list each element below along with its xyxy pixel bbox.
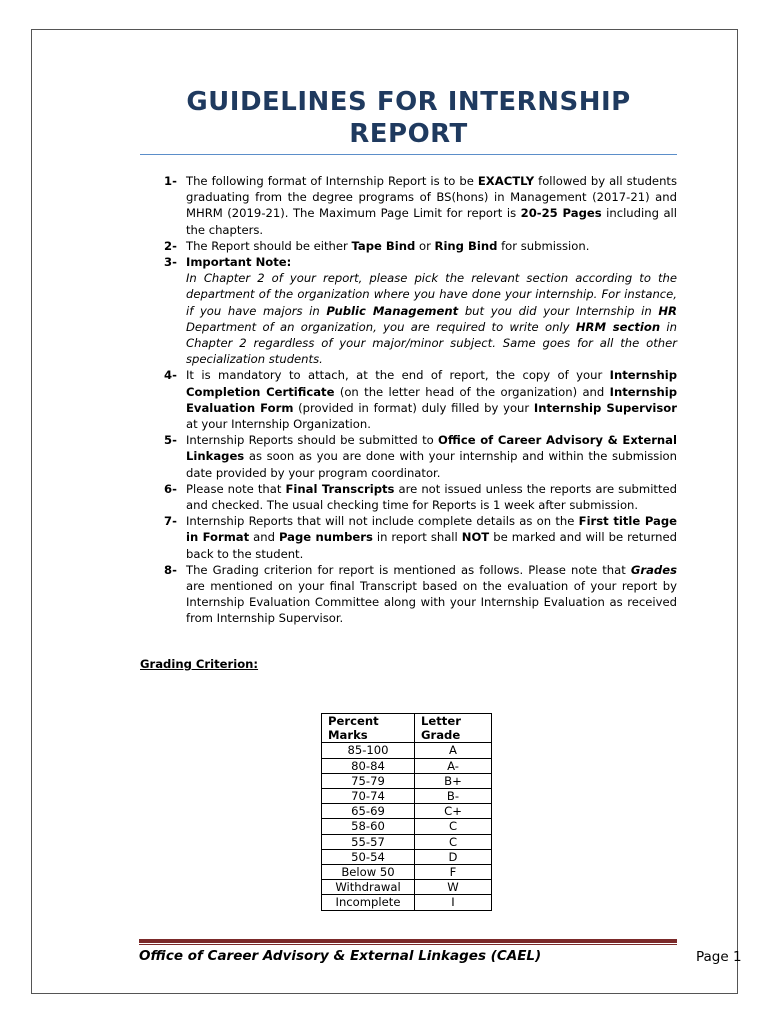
grade-row [322, 773, 492, 788]
letter-grade-cell: B- [415, 789, 492, 804]
guideline-text: (provided in format) duly filled by your [293, 400, 534, 415]
guideline-number: 1- [164, 174, 177, 188]
page-number: Page 1 [696, 949, 742, 965]
letter-grade-cell: I [415, 895, 492, 910]
guideline-text: It is mandatory to attach, at the end of report, the copy of your [186, 368, 610, 383]
grade-row [322, 880, 492, 895]
guideline-text: followed by all students graduating from the degree programs of BS(hons) in Management (2017-21) and MHRM (2019-21). The Maximum Page Limit for report is [186, 174, 677, 221]
percent-range-cell: 70-74 [322, 789, 415, 804]
emphasis-text: Ring Bind [434, 238, 498, 253]
percent-range-cell: 58-60 [322, 819, 415, 834]
footer-office: Office of Career Advisory & External Linkages (CAEL) [139, 948, 542, 964]
grade-row [322, 895, 492, 910]
important-note-heading: Important Note: [186, 255, 292, 270]
guideline-text: Department of an organization, you are required to write only [186, 319, 576, 334]
guideline-item [160, 481, 677, 513]
guideline-text: but you did your Internship in [458, 303, 659, 318]
emphasis-text: 20-25 Pages [520, 206, 602, 221]
guideline-item [160, 562, 677, 627]
letter-grade-cell: B+ [415, 773, 492, 788]
guideline-item [160, 254, 677, 367]
percent-range-cell: Incomplete [322, 895, 415, 910]
letter-grade-cell: A- [415, 758, 492, 773]
grade-row [322, 819, 492, 834]
guideline-number: 7- [164, 514, 177, 529]
emphasis-text: Final Transcripts [285, 481, 395, 496]
emphasis-text: NOT [461, 530, 490, 545]
guideline-number: 6- [164, 481, 177, 496]
guideline-number: 8- [164, 562, 177, 577]
guideline-text: Internship Reports that will not include complete details as on the [186, 514, 579, 529]
grade-row [322, 849, 492, 864]
guideline-item [160, 432, 677, 481]
title-underline [140, 154, 677, 155]
grade-row [322, 789, 492, 804]
guideline-number: 5- [164, 433, 177, 448]
grade-row [322, 758, 492, 773]
guideline-text: for submission. [497, 238, 590, 253]
guideline-number: 4- [164, 368, 177, 383]
letter-grade-cell: C+ [415, 804, 492, 819]
footer-rule [139, 939, 677, 943]
emphasis-text: First title Page in Format [186, 514, 677, 545]
guideline-number: 2- [164, 238, 177, 253]
guideline-text: in Chapter 2 regardless of your major/minor subject. Same goes for all the other specialization students. [186, 319, 677, 367]
emphasis-text: Office of Career Advisory & External Linkages [186, 433, 677, 464]
guideline-text: or [415, 238, 435, 253]
guideline-text: Internship Reports should be submitted to [186, 433, 439, 448]
guidelines-list [160, 173, 677, 627]
emphasis-text: EXACTLY [477, 174, 535, 188]
emphasis-text: HR [658, 303, 677, 318]
percent-marks-header: Percent Marks [322, 714, 415, 743]
guideline-text: (on the letter head of the organization) and [334, 384, 610, 399]
guideline-text: Please note that [186, 481, 286, 496]
emphasis-text: Grades [630, 562, 677, 577]
guideline-text: are mentioned on your final Transcript based on the evaluation of your report by Internship Evaluation Committee along with your Internship Evaluation as received from Internship Supervisor. [186, 579, 677, 626]
percent-range-cell: Withdrawal [322, 880, 415, 895]
emphasis-text: HRM section [575, 319, 661, 334]
grading-heading: Grading Criterion: [140, 657, 259, 671]
guideline-number: 3- [164, 255, 177, 270]
guideline-item [160, 367, 677, 432]
document-title: GUIDELINES FOR INTERNSHIP REPORT [186, 87, 631, 149]
guideline-text: In Chapter 2 of your report, please pick the relevant section according to the department of the organization where you have done your internship. For instance, if you have majors in [186, 271, 677, 318]
important-note-body [186, 270, 677, 367]
guideline-text: at your Internship Organization. [186, 417, 371, 432]
grade-row [322, 743, 492, 758]
grading-table [321, 713, 492, 911]
emphasis-text: Page numbers [278, 530, 373, 545]
percent-range-cell: 65-69 [322, 804, 415, 819]
guideline-item [160, 238, 677, 254]
guideline-item [160, 513, 677, 562]
letter-grade-cell: D [415, 849, 492, 864]
percent-range-cell: 75-79 [322, 773, 415, 788]
emphasis-text: Internship Supervisor [533, 400, 677, 415]
guideline-text: The following format of Internship Report is to be [186, 174, 478, 188]
guideline-text: be marked and will be returned back to the student. [186, 530, 678, 561]
grade-row [322, 865, 492, 880]
letter-grade-header: Letter Grade [415, 714, 492, 743]
emphasis-text: Internship Completion Certificate [186, 368, 677, 399]
guideline-text: The Grading criterion for report is mentioned as follows. Please note that [186, 562, 631, 577]
letter-grade-cell: W [415, 880, 492, 895]
grade-row [322, 834, 492, 849]
footer-rule-thin [139, 944, 677, 945]
grading-table-header [322, 714, 492, 743]
guideline-text: as soon as you are done with your internship and within the submission date provided by your program coordinator. [186, 449, 677, 480]
letter-grade-cell: A [415, 743, 492, 758]
emphasis-text: Public Management [326, 303, 459, 318]
guideline-text: and [249, 530, 279, 545]
guideline-text: are not issued unless the reports are submitted and checked. The usual checking time for Reports is 1 week after submission. [186, 481, 678, 513]
guideline-text: The Report should be either [186, 238, 352, 253]
percent-range-cell: Below 50 [322, 865, 415, 880]
guideline-text: including all the chapters. [186, 206, 677, 237]
percent-range-cell: 80-84 [322, 758, 415, 773]
emphasis-text: Tape Bind [351, 238, 416, 253]
emphasis-text: Internship Evaluation Form [186, 384, 678, 415]
letter-grade-cell: C [415, 834, 492, 849]
grade-row [322, 804, 492, 819]
guideline-text: in report shall [372, 530, 462, 545]
percent-range-cell: 85-100 [322, 743, 415, 758]
percent-range-cell: 50-54 [322, 849, 415, 864]
guideline-item [160, 173, 677, 238]
percent-range-cell: 55-57 [322, 834, 415, 849]
letter-grade-cell: C [415, 819, 492, 834]
letter-grade-cell: F [415, 865, 492, 880]
